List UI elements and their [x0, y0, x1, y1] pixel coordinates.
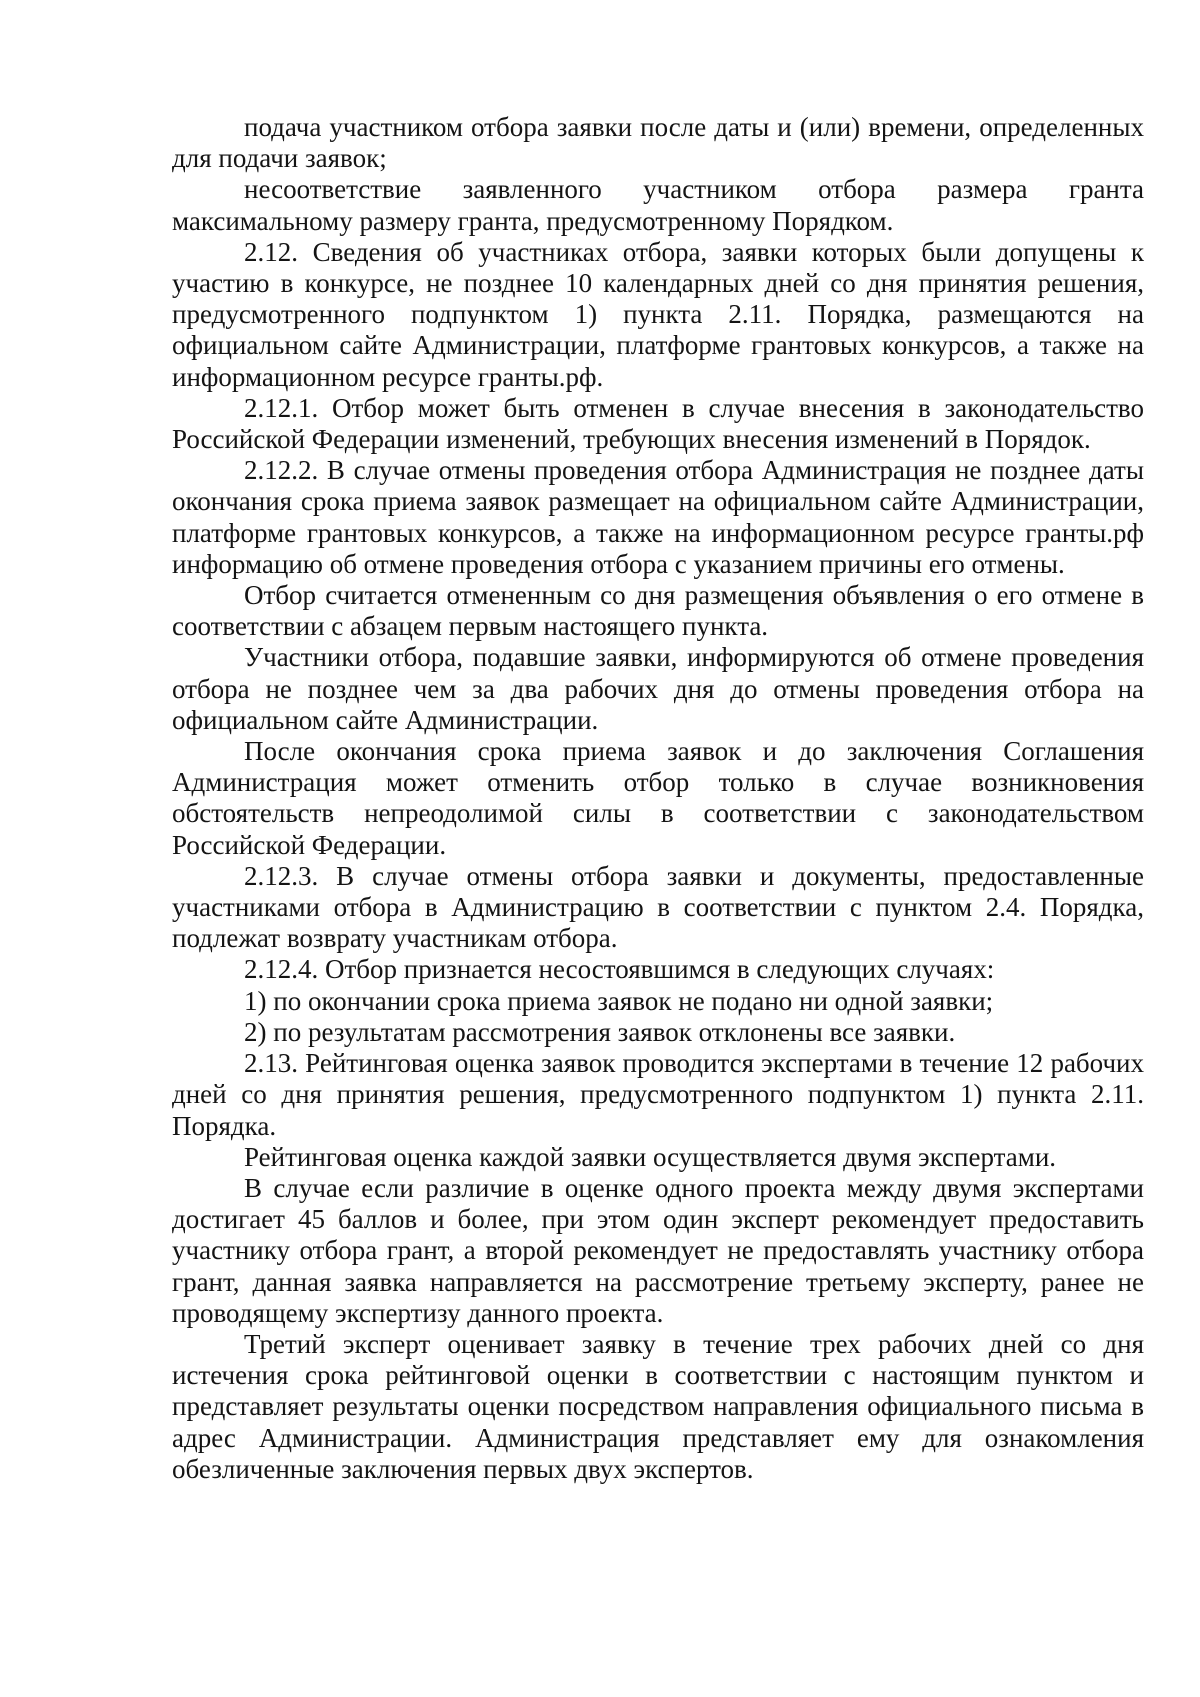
paragraph-two-experts: Рейтинговая оценка каждой заявки осуществляется двумя экспертами. — [244, 1141, 1057, 1172]
paragraph-2-13: 2.13. Рейтинговая оценка заявок проводится экспертами в течение 12 рабочих дней со дня принятия решения, предусмотренного подпунктом 1) пункта 2.11. Порядка. — [172, 1048, 1144, 1141]
paragraph-case-1: 1) по окончании срока приема заявок не подано ни одной заявки; — [244, 985, 994, 1016]
document-page — [172, 112, 1144, 1485]
paragraph-participants-informed: Участники отбора, подавшие заявки, информируются об отмене проведения отбора не позднее чем за два рабочих дня до отмены проведения отбора на официальном сайте Администрации. — [172, 642, 1144, 735]
paragraph-case-2: 2) по результатам рассмотрения заявок отклонены все заявки. — [244, 1016, 956, 1047]
paragraph-third-expert-referral: В случае если различие в оценке одного проекта между двумя экспертами достигает 45 баллов и более, при этом один эксперт рекомендует предоставить участнику отбора грант, а второй рекомендует не предоставлять участнику отбора грант, данная заявка направляется на рассмотрение третьему эксперту, ранее не проводящему экспертизу данного проекта. — [172, 1172, 1144, 1328]
paragraph-third-expert-evaluation: Третий эксперт оценивает заявку в течение трех рабочих дней со дня истечения срока рейтинговой оценки в соответствии с настоящим пунктом и представляет результаты оценки посредством направления официального письма в адрес Администрации. Администрация представляет ему для ознакомления обезличенные заключения первых двух экспертов. — [172, 1328, 1144, 1484]
paragraph-late-submission: подача участником отбора заявки после даты и (или) времени, определенных для подачи заявок; — [172, 112, 1144, 174]
paragraph-cancellation-effective: Отбор считается отмененным со дня размещения объявления о его отмене в соответствии с абзацем первым настоящего пункта. — [172, 580, 1144, 642]
paragraph-force-majeure: После окончания срока приема заявок и до заключения Соглашения Администрация может отменить отбор только в случае возникновения обстоятельств непреодолимой силы в соответствии с законодательством Российской Федерации. — [172, 736, 1144, 860]
paragraph-2-12-2: 2.12.2. В случае отмены проведения отбора Администрация не позднее даты окончания срока приема заявок размещает на официальном сайте Администрации, платформе грантовых конкурсов, а также на информационном ресурсе гранты.рф информацию об отмене проведения отбора с указанием причины его отмены. — [172, 455, 1144, 579]
paragraph-2-12-3: 2.12.3. В случае отмены отбора заявки и документы, предоставленные участниками отбора в Администрацию в соответствии с пунктом 2.4. Порядка, подлежат возврату участникам отбора. — [172, 860, 1144, 954]
paragraph-2-12-4: 2.12.4. Отбор признается несостоявшимся в следующих случаях: — [244, 954, 995, 985]
paragraph-2-12-1: 2.12.1. Отбор может быть отменен в случае внесения в законодательство Российской Федерации изменений, требующих внесения изменений в Порядок. — [172, 392, 1144, 455]
paragraph-2-12: 2.12. Сведения об участниках отбора, заявки которых были допущены к участию в конкурсе, не позднее 10 календарных дней со дня принятия решения, предусмотренного подпунктом 1) пункта 2.11. Порядка, размещаются на официальном сайте Администрации, платформе грантовых конкурсов, а также на информационном ресурсе гранты.рф. — [172, 236, 1144, 392]
paragraph-grant-size-mismatch: несоответствие заявленного участником отбора размера гранта максимальному размеру гранта, предусмотренному Порядком. — [172, 174, 1144, 236]
